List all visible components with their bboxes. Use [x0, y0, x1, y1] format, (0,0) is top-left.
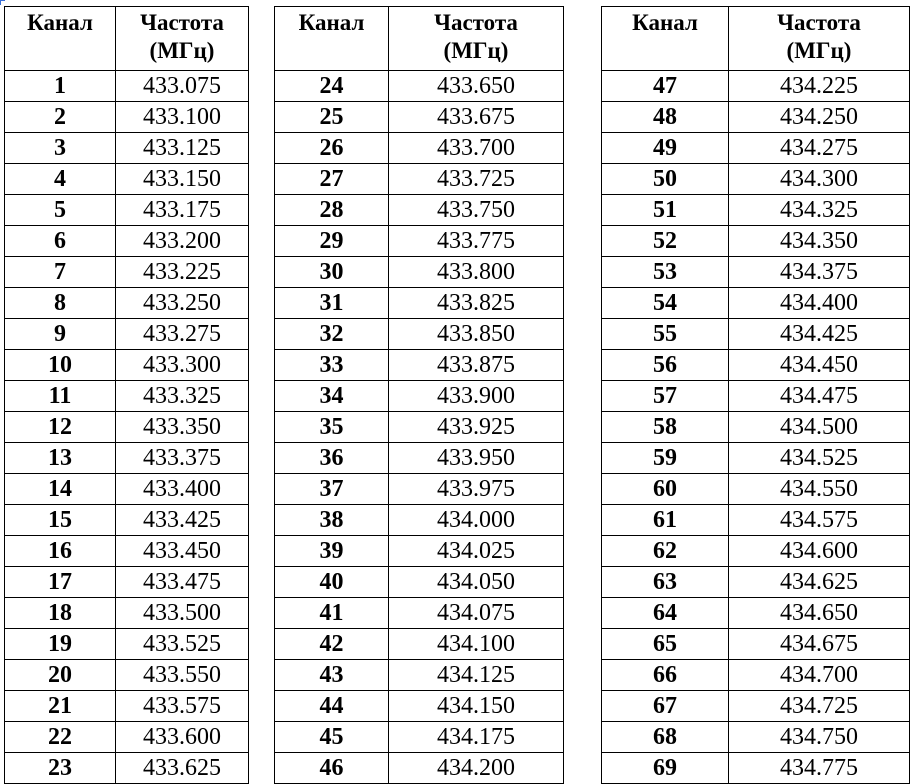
- channel-cell: 39: [275, 536, 389, 567]
- channel-cell: 44: [275, 691, 389, 722]
- table-row: [5, 319, 249, 350]
- channel-cell: 24: [275, 71, 389, 102]
- table-row: [5, 350, 249, 381]
- table-row: [275, 350, 564, 381]
- table-row: [275, 567, 564, 598]
- frequency-cell: 434.250: [729, 102, 910, 133]
- table-row: [275, 319, 564, 350]
- table-row: [5, 598, 249, 629]
- frequency-header-line2: (МГц): [786, 38, 852, 63]
- channel-cell: 46: [275, 753, 389, 784]
- table-row: [5, 567, 249, 598]
- table-row: [5, 226, 249, 257]
- channel-cell: 33: [275, 350, 389, 381]
- frequency-cell: 433.075: [116, 71, 249, 102]
- frequency-cell: 434.275: [729, 133, 910, 164]
- frequency-cell: 434.775: [729, 753, 910, 784]
- table-row: [275, 753, 564, 784]
- table-row: [275, 381, 564, 412]
- table-row: [602, 102, 910, 133]
- channel-cell: 20: [5, 660, 116, 691]
- channel-cell: 27: [275, 164, 389, 195]
- channel-cell: 7: [5, 257, 116, 288]
- frequency-cell: 433.475: [116, 567, 249, 598]
- frequency-cell: 433.975: [389, 474, 564, 505]
- channel-cell: 19: [5, 629, 116, 660]
- frequency-cell: 433.275: [116, 319, 249, 350]
- table-row: [275, 443, 564, 474]
- table-row: [602, 536, 910, 567]
- channel-header: Канал: [5, 7, 116, 71]
- channel-cell: 12: [5, 412, 116, 443]
- frequency-cell: 434.400: [729, 288, 910, 319]
- table-row: [5, 753, 249, 784]
- frequency-cell: 434.675: [729, 629, 910, 660]
- table-row: [602, 629, 910, 660]
- frequency-tables: [4, 6, 910, 780]
- table-row: [5, 195, 249, 226]
- channel-cell: 8: [5, 288, 116, 319]
- frequency-cell: 434.350: [729, 226, 910, 257]
- channel-cell: 4: [5, 164, 116, 195]
- table-row: [275, 412, 564, 443]
- table-row: [275, 722, 564, 753]
- channel-cell: 55: [602, 319, 729, 350]
- table-row: [275, 257, 564, 288]
- frequency-cell: 434.450: [729, 350, 910, 381]
- frequency-cell: 434.375: [729, 257, 910, 288]
- frequency-cell: 433.800: [389, 257, 564, 288]
- frequency-cell: 433.575: [116, 691, 249, 722]
- frequency-cell: 433.725: [389, 164, 564, 195]
- frequency-cell: 434.175: [389, 722, 564, 753]
- frequency-header-line1: Частота: [777, 10, 861, 35]
- channel-cell: 67: [602, 691, 729, 722]
- channel-cell: 60: [602, 474, 729, 505]
- frequency-cell: 434.600: [729, 536, 910, 567]
- frequency-cell: 434.150: [389, 691, 564, 722]
- table-row: [275, 226, 564, 257]
- frequency-cell: 433.825: [389, 288, 564, 319]
- frequency-cell: 434.125: [389, 660, 564, 691]
- table-row: [5, 71, 249, 102]
- table-row: [5, 722, 249, 753]
- frequency-cell: 433.700: [389, 133, 564, 164]
- table-row: [602, 257, 910, 288]
- frequency-cell: 434.500: [729, 412, 910, 443]
- frequency-header: [389, 7, 564, 71]
- channel-cell: 68: [602, 722, 729, 753]
- frequency-table-2: [274, 6, 564, 784]
- table-row: [602, 691, 910, 722]
- channel-cell: 3: [5, 133, 116, 164]
- channel-cell: 32: [275, 319, 389, 350]
- frequency-cell: 434.750: [729, 722, 910, 753]
- table-row: [5, 691, 249, 722]
- frequency-cell: 433.300: [116, 350, 249, 381]
- channel-cell: 6: [5, 226, 116, 257]
- frequency-cell: 433.425: [116, 505, 249, 536]
- channel-cell: 52: [602, 226, 729, 257]
- frequency-cell: 433.625: [116, 753, 249, 784]
- table-row: [5, 505, 249, 536]
- frequency-cell: 433.875: [389, 350, 564, 381]
- frequency-cell: 433.400: [116, 474, 249, 505]
- table-row: [602, 722, 910, 753]
- channel-cell: 29: [275, 226, 389, 257]
- table-row: [602, 598, 910, 629]
- table-row: [602, 505, 910, 536]
- table-row: [5, 288, 249, 319]
- frequency-cell: 434.000: [389, 505, 564, 536]
- table-row: [275, 195, 564, 226]
- channel-cell: 21: [5, 691, 116, 722]
- table-header-row: [275, 7, 564, 71]
- table-row: [275, 660, 564, 691]
- frequency-cell: 433.125: [116, 133, 249, 164]
- frequency-cell: 433.175: [116, 195, 249, 226]
- channel-cell: 31: [275, 288, 389, 319]
- table-row: [275, 505, 564, 536]
- frequency-cell: 433.550: [116, 660, 249, 691]
- frequency-cell: 433.350: [116, 412, 249, 443]
- table-row: [5, 133, 249, 164]
- channel-cell: 1: [5, 71, 116, 102]
- table-row: [602, 226, 910, 257]
- table-row: [5, 102, 249, 133]
- frequency-cell: 434.200: [389, 753, 564, 784]
- channel-cell: 49: [602, 133, 729, 164]
- frequency-cell: 434.075: [389, 598, 564, 629]
- frequency-cell: 433.925: [389, 412, 564, 443]
- channel-cell: 53: [602, 257, 729, 288]
- frequency-cell: 433.775: [389, 226, 564, 257]
- frequency-cell: 433.500: [116, 598, 249, 629]
- frequency-header: [116, 7, 249, 71]
- table-row: [275, 102, 564, 133]
- frequency-cell: 433.100: [116, 102, 249, 133]
- frequency-cell: 433.900: [389, 381, 564, 412]
- table-row: [5, 536, 249, 567]
- table-row: [602, 164, 910, 195]
- channel-cell: 2: [5, 102, 116, 133]
- frequency-cell: 434.425: [729, 319, 910, 350]
- channel-cell: 9: [5, 319, 116, 350]
- channel-cell: 42: [275, 629, 389, 660]
- frequency-cell: 433.150: [116, 164, 249, 195]
- table-row: [602, 567, 910, 598]
- channel-cell: 57: [602, 381, 729, 412]
- table-row: [602, 753, 910, 784]
- channel-cell: 18: [5, 598, 116, 629]
- frequency-cell: 433.850: [389, 319, 564, 350]
- frequency-header-line1: Частота: [140, 10, 224, 35]
- channel-cell: 41: [275, 598, 389, 629]
- frequency-cell: 434.325: [729, 195, 910, 226]
- channel-cell: 14: [5, 474, 116, 505]
- frequency-header-line2: (МГц): [443, 38, 509, 63]
- channel-cell: 22: [5, 722, 116, 753]
- channel-cell: 17: [5, 567, 116, 598]
- table-row: [275, 598, 564, 629]
- frequency-cell: 433.375: [116, 443, 249, 474]
- table-row: [602, 288, 910, 319]
- channel-header: Канал: [602, 7, 729, 71]
- channel-cell: 54: [602, 288, 729, 319]
- channel-cell: 69: [602, 753, 729, 784]
- table-row: [275, 474, 564, 505]
- frequency-cell: 434.475: [729, 381, 910, 412]
- channel-cell: 35: [275, 412, 389, 443]
- table-row: [275, 71, 564, 102]
- channel-cell: 28: [275, 195, 389, 226]
- frequency-cell: 433.325: [116, 381, 249, 412]
- table-row: [602, 319, 910, 350]
- table-row: [5, 164, 249, 195]
- channel-cell: 13: [5, 443, 116, 474]
- channel-cell: 11: [5, 381, 116, 412]
- channel-cell: 16: [5, 536, 116, 567]
- table-row: [602, 381, 910, 412]
- frequency-header: [729, 7, 910, 71]
- frequency-cell: 433.750: [389, 195, 564, 226]
- channel-cell: 65: [602, 629, 729, 660]
- channel-cell: 64: [602, 598, 729, 629]
- table-row: [602, 133, 910, 164]
- frequency-cell: 433.250: [116, 288, 249, 319]
- table-header-row: [602, 7, 910, 71]
- table-row: [275, 133, 564, 164]
- table-row: [602, 443, 910, 474]
- channel-cell: 40: [275, 567, 389, 598]
- frequency-header-line2: (МГц): [149, 38, 215, 63]
- channel-cell: 5: [5, 195, 116, 226]
- channel-cell: 15: [5, 505, 116, 536]
- table-row: [5, 474, 249, 505]
- channel-cell: 36: [275, 443, 389, 474]
- table-row: [5, 443, 249, 474]
- table-row: [602, 350, 910, 381]
- channel-cell: 59: [602, 443, 729, 474]
- table-row: [5, 257, 249, 288]
- channel-cell: 45: [275, 722, 389, 753]
- frequency-cell: 433.450: [116, 536, 249, 567]
- channel-cell: 23: [5, 753, 116, 784]
- channel-cell: 62: [602, 536, 729, 567]
- frequency-cell: 434.225: [729, 71, 910, 102]
- table-row: [602, 660, 910, 691]
- channel-cell: 37: [275, 474, 389, 505]
- channel-cell: 66: [602, 660, 729, 691]
- frequency-cell: 434.050: [389, 567, 564, 598]
- table-header-row: [5, 7, 249, 71]
- table-row: [275, 629, 564, 660]
- channel-cell: 56: [602, 350, 729, 381]
- frequency-table-3: [601, 6, 910, 784]
- channel-cell: 43: [275, 660, 389, 691]
- frequency-cell: 434.525: [729, 443, 910, 474]
- channel-cell: 25: [275, 102, 389, 133]
- frequency-cell: 434.300: [729, 164, 910, 195]
- frequency-cell: 433.950: [389, 443, 564, 474]
- frequency-cell: 434.700: [729, 660, 910, 691]
- channel-cell: 48: [602, 102, 729, 133]
- frequency-cell: 434.650: [729, 598, 910, 629]
- frequency-cell: 434.575: [729, 505, 910, 536]
- frequency-cell: 434.025: [389, 536, 564, 567]
- frequency-cell: 433.200: [116, 226, 249, 257]
- table-row: [5, 381, 249, 412]
- channel-cell: 38: [275, 505, 389, 536]
- corner-mark: [0, 0, 5, 5]
- table-row: [602, 71, 910, 102]
- channel-cell: 50: [602, 164, 729, 195]
- frequency-cell: 434.550: [729, 474, 910, 505]
- channel-cell: 34: [275, 381, 389, 412]
- table-row: [275, 536, 564, 567]
- frequency-cell: 434.725: [729, 691, 910, 722]
- frequency-cell: 434.625: [729, 567, 910, 598]
- frequency-cell: 433.675: [389, 102, 564, 133]
- table-row: [275, 164, 564, 195]
- channel-cell: 47: [602, 71, 729, 102]
- table-row: [602, 474, 910, 505]
- channel-cell: 30: [275, 257, 389, 288]
- frequency-cell: 434.100: [389, 629, 564, 660]
- channel-cell: 26: [275, 133, 389, 164]
- table-row: [5, 412, 249, 443]
- channel-cell: 61: [602, 505, 729, 536]
- channel-cell: 58: [602, 412, 729, 443]
- table-row: [602, 412, 910, 443]
- frequency-table-1: [4, 6, 249, 784]
- table-row: [5, 660, 249, 691]
- channel-cell: 51: [602, 195, 729, 226]
- channel-header: Канал: [275, 7, 389, 71]
- channel-cell: 10: [5, 350, 116, 381]
- table-row: [275, 288, 564, 319]
- table-row: [5, 629, 249, 660]
- frequency-cell: 433.600: [116, 722, 249, 753]
- frequency-header-line1: Частота: [434, 10, 518, 35]
- frequency-cell: 433.225: [116, 257, 249, 288]
- frequency-cell: 433.650: [389, 71, 564, 102]
- channel-cell: 63: [602, 567, 729, 598]
- frequency-cell: 433.525: [116, 629, 249, 660]
- table-row: [275, 691, 564, 722]
- table-row: [602, 195, 910, 226]
